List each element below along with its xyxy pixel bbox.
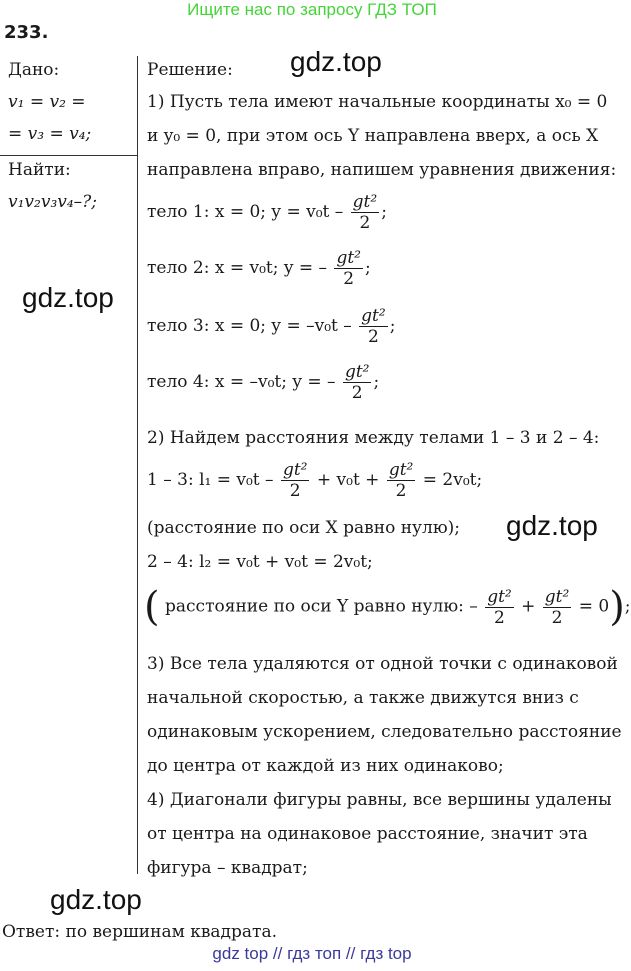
fraction: $\frac{\text{gt²}}{2}$ xyxy=(282,460,308,501)
given-title: Дано: xyxy=(8,60,60,80)
distance-1-3-note: (расстояние по оси X равно нулю); xyxy=(147,518,460,538)
find-title: Найти: xyxy=(8,160,71,180)
fraction: $\frac{\text{gt²}}{2}$ xyxy=(487,586,512,628)
fraction: $\frac{\text{gt²}}{2}$ xyxy=(361,306,386,347)
step4-line-b: от центра на одинаковое расстояние, значит эта xyxy=(147,824,588,844)
distance-1-3: 1 – 3: l₁ = v₀t – $\frac{\text{gt²}}{2}$ + v₀t + $\frac{\text{gt²}}{2}$ = 2v₀t; xyxy=(147,460,483,501)
solution-title: Решение: xyxy=(147,60,233,80)
watermark: gdz.top xyxy=(50,884,142,915)
answer: Ответ: по вершинам квадрата. xyxy=(2,922,277,942)
step4-line-c: фигура – квадрат; xyxy=(147,858,308,878)
step1-line-c: направлена вправо, напишем уравнения движения: xyxy=(147,160,617,180)
step2-heading: 2) Найдем расстояния между телами 1 – 3 и 2 – 4: xyxy=(147,428,600,448)
find-value: v₁v₂v₃v₄–?; xyxy=(8,192,98,212)
body3-text: тело 3: x = 0; y = –v₀t – xyxy=(147,316,352,336)
body4-text: тело 4: x = –v₀t; y = – xyxy=(147,372,336,392)
body1-equation: тело 1: x = 0; y = v₀t – $\frac{\text{gt²}}{2}$ ; xyxy=(147,192,387,233)
given-find-divider xyxy=(0,155,137,156)
problem-number: 233. xyxy=(4,22,49,43)
watermark: gdz.top xyxy=(506,510,598,541)
body1-text: тело 1: x = 0; y = v₀t – xyxy=(147,202,344,222)
given-solution-divider xyxy=(137,56,138,874)
step3-line-a: 3) Все тела удаляются от одной точки с одинаковой xyxy=(147,654,618,674)
site-footer: gdz top // гдз топ // гдз top xyxy=(212,944,412,963)
step1-line-a: 1) Пусть тела имеют начальные координаты x₀ = 0 xyxy=(147,92,608,112)
watermark: gdz.top xyxy=(290,46,382,77)
step3-line-b: начальной скоростью, а также движутся вниз с xyxy=(147,688,579,708)
body4-equation: тело 4: x = –v₀t; y = – $\frac{\text{gt²}}{2}$ ; xyxy=(147,362,380,403)
body3-equation: тело 3: x = 0; y = –v₀t – $\frac{\text{gt²}}{2}$ ; xyxy=(147,306,396,347)
fraction: $\frac{\text{gt²}}{2}$ xyxy=(336,248,361,289)
fraction: $\frac{\text{gt²}}{2}$ xyxy=(352,192,378,233)
distance-2-4-note: ( расстояние по оси Y равно нулю: – $\frac{\text{gt²}}{2}$ + $\frac{\text{gt²}}{2}$ = 0); xyxy=(144,584,631,630)
fraction: $\frac{\text{gt²}}{2}$ xyxy=(544,586,570,628)
step1-line-b: и y₀ = 0, при этом ось Y направлена вверх, а ось X xyxy=(147,126,599,146)
step3-line-d: до центра от каждой из них одинаково; xyxy=(147,756,504,776)
step3-line-c: одинаковым ускорением, следовательно расстояние xyxy=(147,722,622,742)
fraction: $\frac{\text{gt²}}{2}$ xyxy=(388,460,414,501)
watermark: gdz.top xyxy=(22,282,114,313)
body2-equation: тело 2: x = v₀t; y = – $\frac{\text{gt²}}{2}$ ; xyxy=(147,248,371,289)
given-line-2: = v₃ = v₄; xyxy=(8,124,92,144)
body2-text: тело 2: x = v₀t; y = – xyxy=(147,258,328,278)
fraction: $\frac{\text{gt²}}{2}$ xyxy=(344,362,370,403)
site-header: Ищите нас по запросу ГДЗ ТОП xyxy=(187,0,437,19)
given-line-1: v₁ = v₂ = xyxy=(8,92,86,112)
distance-2-4: 2 – 4: l₂ = v₀t + v₀t = 2v₀t; xyxy=(147,552,373,572)
step4-line-a: 4) Диагонали фигуры равны, все вершины удалены xyxy=(147,790,612,810)
